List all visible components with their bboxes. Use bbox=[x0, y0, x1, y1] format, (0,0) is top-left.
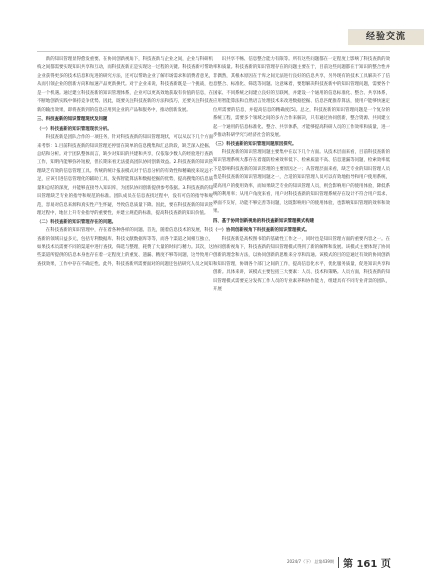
article-column-right bbox=[213, 56, 390, 546]
header-divider bbox=[37, 51, 390, 52]
section-heading: 三、科技查新的知识管理现状及问题 bbox=[37, 117, 108, 123]
subsection-heading: （一）科技查新的知识管理现状分析。 bbox=[37, 126, 112, 132]
section-heading: 四、基于协同创新视角的科技查新知识管理模式构建 bbox=[213, 218, 314, 224]
issue-info: 2024/7（下） 总第439期 bbox=[287, 559, 334, 564]
body-paragraph: 在科技查新的知识管理中，存在着各种各样的问题。首先，随着信息技术的发展，科技查新的领域日益多元，包括专利数据库、科技文献数据库等等，而各个渠道之间相互独立，如果技术员需要不同的渠道中进行查找、筛选与整理，耗费了大量的时间与精力。其次，这些渠道所提供的信息本身也存在着一定程度上的重复、遗漏、精度不够等问题，这导致用户查找效果，工作中存在不确定性。此外，科技查新所需要面对的问题还包括研究人员之间知 bbox=[37, 228, 213, 267]
article-column-left bbox=[37, 56, 213, 546]
subsection-heading: （一）协同创新视角下科技查新的知识管理模式。 bbox=[213, 228, 310, 234]
section-label: 经验交流 bbox=[348, 29, 424, 45]
body-paragraph: 科技查新的知识管理问题主要集中在以下几个方面。从技术层面来看，目前科技查新的知识管理系统大都存在着谨防检索效率低下、检索质量不高、信息遗漏等问题，检索效率低下是影响科技查新的知识管理的主要原因之一；从管理层面来看，缺乏专业的知识管理人员也是科技查新的知识管理问题之一，合适的知识管理人员可以有效地指导和用户使用系统，提高用户的使用效率，而如果缺乏专业的知识管理人员，则会影响用户的使用体验，降低系统的利用率；从用户角度来看，用户对科技查新的知识管理系统存在设计不符合用户需求、界面不友好，功能不够完善等问题，这既影响用户的使用体验，也影响知识管理的效率和效果。 bbox=[213, 149, 390, 215]
page-number: 第 161 页 bbox=[342, 558, 391, 570]
subsection-heading: （三）科技查新的知识管理问题原因探究。 bbox=[213, 141, 297, 147]
body-paragraph: 新的知识管理显得愈发重要。在协同创新视角下，科技查新与企业之间，企业与科研机构之间都需要实现知识共享和互动，而科技查新正是实现这一过程的关键。科技查新可帮助企业获得更多的技术信息和先进的研究方法，还可以帮助企业了解市场需求和消费者意见，从而引领企业的创新方向和加速产品更新换代。对于企业来说，科技查新既是一个挑战，也是一个机遇。通过建立科技查新的知识管理体系，企业可以更高效地获取有价值的信息，在不断地创新实践中保持竞争优势。因此，既要关注科技查新的方法和技巧，还要关注科技查新的输出效果，即将查新到的信息应用到企业的产品和服务中，推动创新发展。 bbox=[37, 57, 213, 113]
body-paragraph: 科技查新是团队合作的一项任务，针对科技查新的知识管理现状，可以从以下几个方面来考察：1.目前科技查新的知识管理还停留在简单的信息搜集和汇总阶段，缺乏深入挖掘、总结和分析。对于团队整体而言，缺少对知识的共建和共享，仅依靠少数人的经验进行查新工作，知明内能够弥补短板，但长期来看无法提高团队协同创新效益。2.科技查新的知识管理缺乏有效的信息管理工具。传统的统计报表模式对于信息分析的有效性和精确度来说远不足，应该引进信息管理化的辅助工具，发挥智能算法和数据挖掘的优势，提高搜集的信息质量和总结的深度，并能够直接导入知识库，为团队协同创新提供参考依据。3.科技查新的知识管理缺乏专业的指导和规范的标准。团队成员在信息查找过程中，没有可信的指导和规范，容易对信息来源和真实性产生怀疑，导致信息质量下降。因此，要在科技查新的知识管理过程中，地位上升专业指导的重要性，并建立规范的标准，提高科技查新的知识价值。 bbox=[37, 135, 213, 217]
footer-divider bbox=[338, 557, 339, 568]
body-paragraph: 科技查新是高校图书馆的基础性工作之一，同时也是知识管理方面的重要内容之一。在协同创新视角下，科技查新的知识管理模式得到了新的解释和发展。该模式主要体现了协同创新的理念和方法，以协同创新的思维来分享和沟通。该模式的目的是通过有效的协同创新和知识管理，协调各个部门之间的工作，提高信息化水平，优化服务质量，促进知识共享和创新。具体来讲，该模式主要包括三大要素：人员、技术和策略。人员方面，科技查新的知识管理模式需要充分发挥工作人员的专业素养和协作能力，组建具有不同专业背景的团队，开展 bbox=[213, 236, 390, 293]
subsection-heading: （二）科技查新的知识管理存在的问题。 bbox=[37, 219, 117, 225]
page-footer bbox=[287, 555, 391, 569]
body-paragraph: 识共享不畅、信息整合能力有限等。所有这些问题都在一定程度上影响了科技查新的效率和质量。科技查新的知识管理存在的问题主要在于，目前这些问题都在于知识的整合性并非偶然，其根本原因在于库之间无法进行良好的信息共享，另外现有的技术工具解决不了信息整合、标准化、筛选等问题。这意味着，要想解决科技查新中的知识管理问题，需要各个国家、不同系统之间建立良好的互联网，并建设一个通用的信息标准化、整合、共享体系，应用智能算法和自然语言处理技术来改进数据挖掘、信息匹配推荐算法，使用户能够快速定位所需要的信息，并提高信息的精确度[5]。总之，科技查新的知识管理问题是一个复杂的系统工程，需要多个领域之间的多方合作来解决，只有通过协同创新，整合资源、共同建立起一个通用的信息标准化、整合、共享体系，才能够提高科研人员的工作效率和质量，进一步推动科研学究与经济社会的发展。 bbox=[213, 57, 390, 139]
